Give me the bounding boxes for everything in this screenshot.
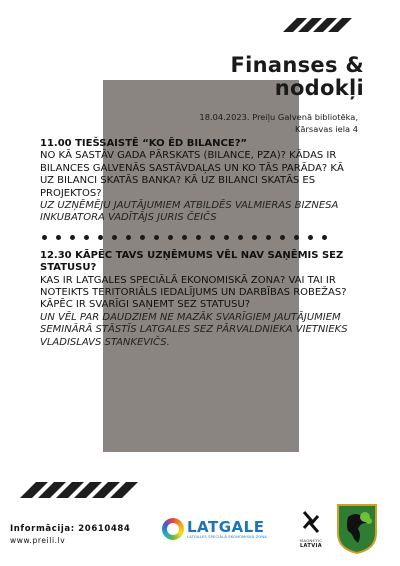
session1-heading: 11.00 TIEŠSAISTĒ “KO ĒD BILANCE?” bbox=[40, 138, 248, 149]
latvia-text: LATVIA bbox=[299, 543, 323, 549]
divider-dot bbox=[280, 235, 285, 240]
session2-heading: 12.30 KĀPĒC TAVS UZŅĒMUMS VĒL NAV SAŅĒMIS SEZ STATUSU? bbox=[40, 249, 344, 274]
divider-dot bbox=[42, 235, 47, 240]
session1-note: UZ UZŅĒMĒJU JAUTĀJUMIEM ATBILDĒS VALMIERAS BIZNESA INKUBATORA VADĪTĀJS JURIS ČEIČS bbox=[40, 200, 339, 224]
divider-dot bbox=[210, 235, 215, 240]
dots-divider bbox=[42, 235, 360, 240]
divider-dot bbox=[266, 235, 271, 240]
event-date: 18.04.2023. bbox=[199, 112, 250, 122]
decorative-stripes-top bbox=[290, 18, 350, 32]
decorative-stripes-bottom bbox=[28, 482, 136, 498]
divider-dot bbox=[224, 235, 229, 240]
title-line1: Finanses & bbox=[230, 53, 364, 77]
divider-dot bbox=[56, 235, 61, 240]
latgale-ring-icon bbox=[162, 518, 184, 540]
magnetic-text: MAGNETIC bbox=[299, 538, 323, 543]
divider-dot bbox=[112, 235, 117, 240]
divider-dot bbox=[168, 235, 173, 240]
program-content bbox=[40, 138, 360, 349]
latgale-sez-logo bbox=[162, 518, 267, 540]
divider-dot bbox=[84, 235, 89, 240]
divider-dot bbox=[294, 235, 299, 240]
session1-body: NO KĀ SASTĀV GADA PĀRSKATS (BILANCE, PZA)? KĀDAS IR BILANCES GALVENĀS SASTĀVDAĻAS UN KO TĀS PARĀDA? KĀ UZ BILANCI SKATĀS BANKA? KĀ UZ BILANCI SKATĀS ES PROJEKTOS? bbox=[40, 150, 344, 199]
session2-note: UN VĒL PAR DAUDZIEM NE MAZĀK SVARĪGIEM JAUTĀJUMIEM SEMINĀRĀ STĀSTĪS LATGALES SEZ PĀRVALDNIEKA VIETNIEKS VLADISLAVS STANKEVIČS. bbox=[40, 311, 348, 348]
divider-dot bbox=[140, 235, 145, 240]
divider-dot bbox=[70, 235, 75, 240]
divider-dot bbox=[196, 235, 201, 240]
coat-of-arms-icon bbox=[336, 503, 378, 555]
session2-body: KAS IR LATGALES SPECIĀLĀ EKONOMISKĀ ZONA? VAI TAI IR NOTEIKTS TERITORIĀLS IEDALĪJUMS UN DARBĪBAS ROBEŽAS? KĀPĒC IR SVARĪGI SAŅEMT SEZ STATUSU? bbox=[40, 274, 347, 311]
divider-dot bbox=[182, 235, 187, 240]
divider-dot bbox=[322, 235, 327, 240]
divider-dot bbox=[154, 235, 159, 240]
title-line2: nodokļi bbox=[274, 76, 364, 100]
poster-title bbox=[231, 54, 364, 100]
divider-dot bbox=[238, 235, 243, 240]
contact-phone: Informācija: 20610484 bbox=[10, 524, 131, 534]
magnetic-latvia-logo bbox=[293, 510, 329, 549]
latgale-logo-subtext: LATGALES SPECIĀLĀ EKONOMISKĀ ZONA bbox=[187, 534, 267, 539]
divider-dot bbox=[252, 235, 257, 240]
contact-website[interactable]: www.preili.lv bbox=[10, 536, 66, 545]
magnetic-arrows-icon bbox=[300, 510, 322, 534]
divider-dot bbox=[126, 235, 131, 240]
divider-dot bbox=[98, 235, 103, 240]
event-date-location bbox=[199, 111, 358, 135]
contact-info bbox=[10, 524, 130, 546]
session2-block bbox=[40, 250, 360, 349]
divider-dot bbox=[308, 235, 313, 240]
event-location-line1: Preiļu Galvenā bibliotēka, bbox=[252, 112, 358, 122]
latgale-logo-text: LATGALE bbox=[187, 517, 265, 536]
event-location-line2: Kārsavas iela 4 bbox=[294, 124, 358, 134]
